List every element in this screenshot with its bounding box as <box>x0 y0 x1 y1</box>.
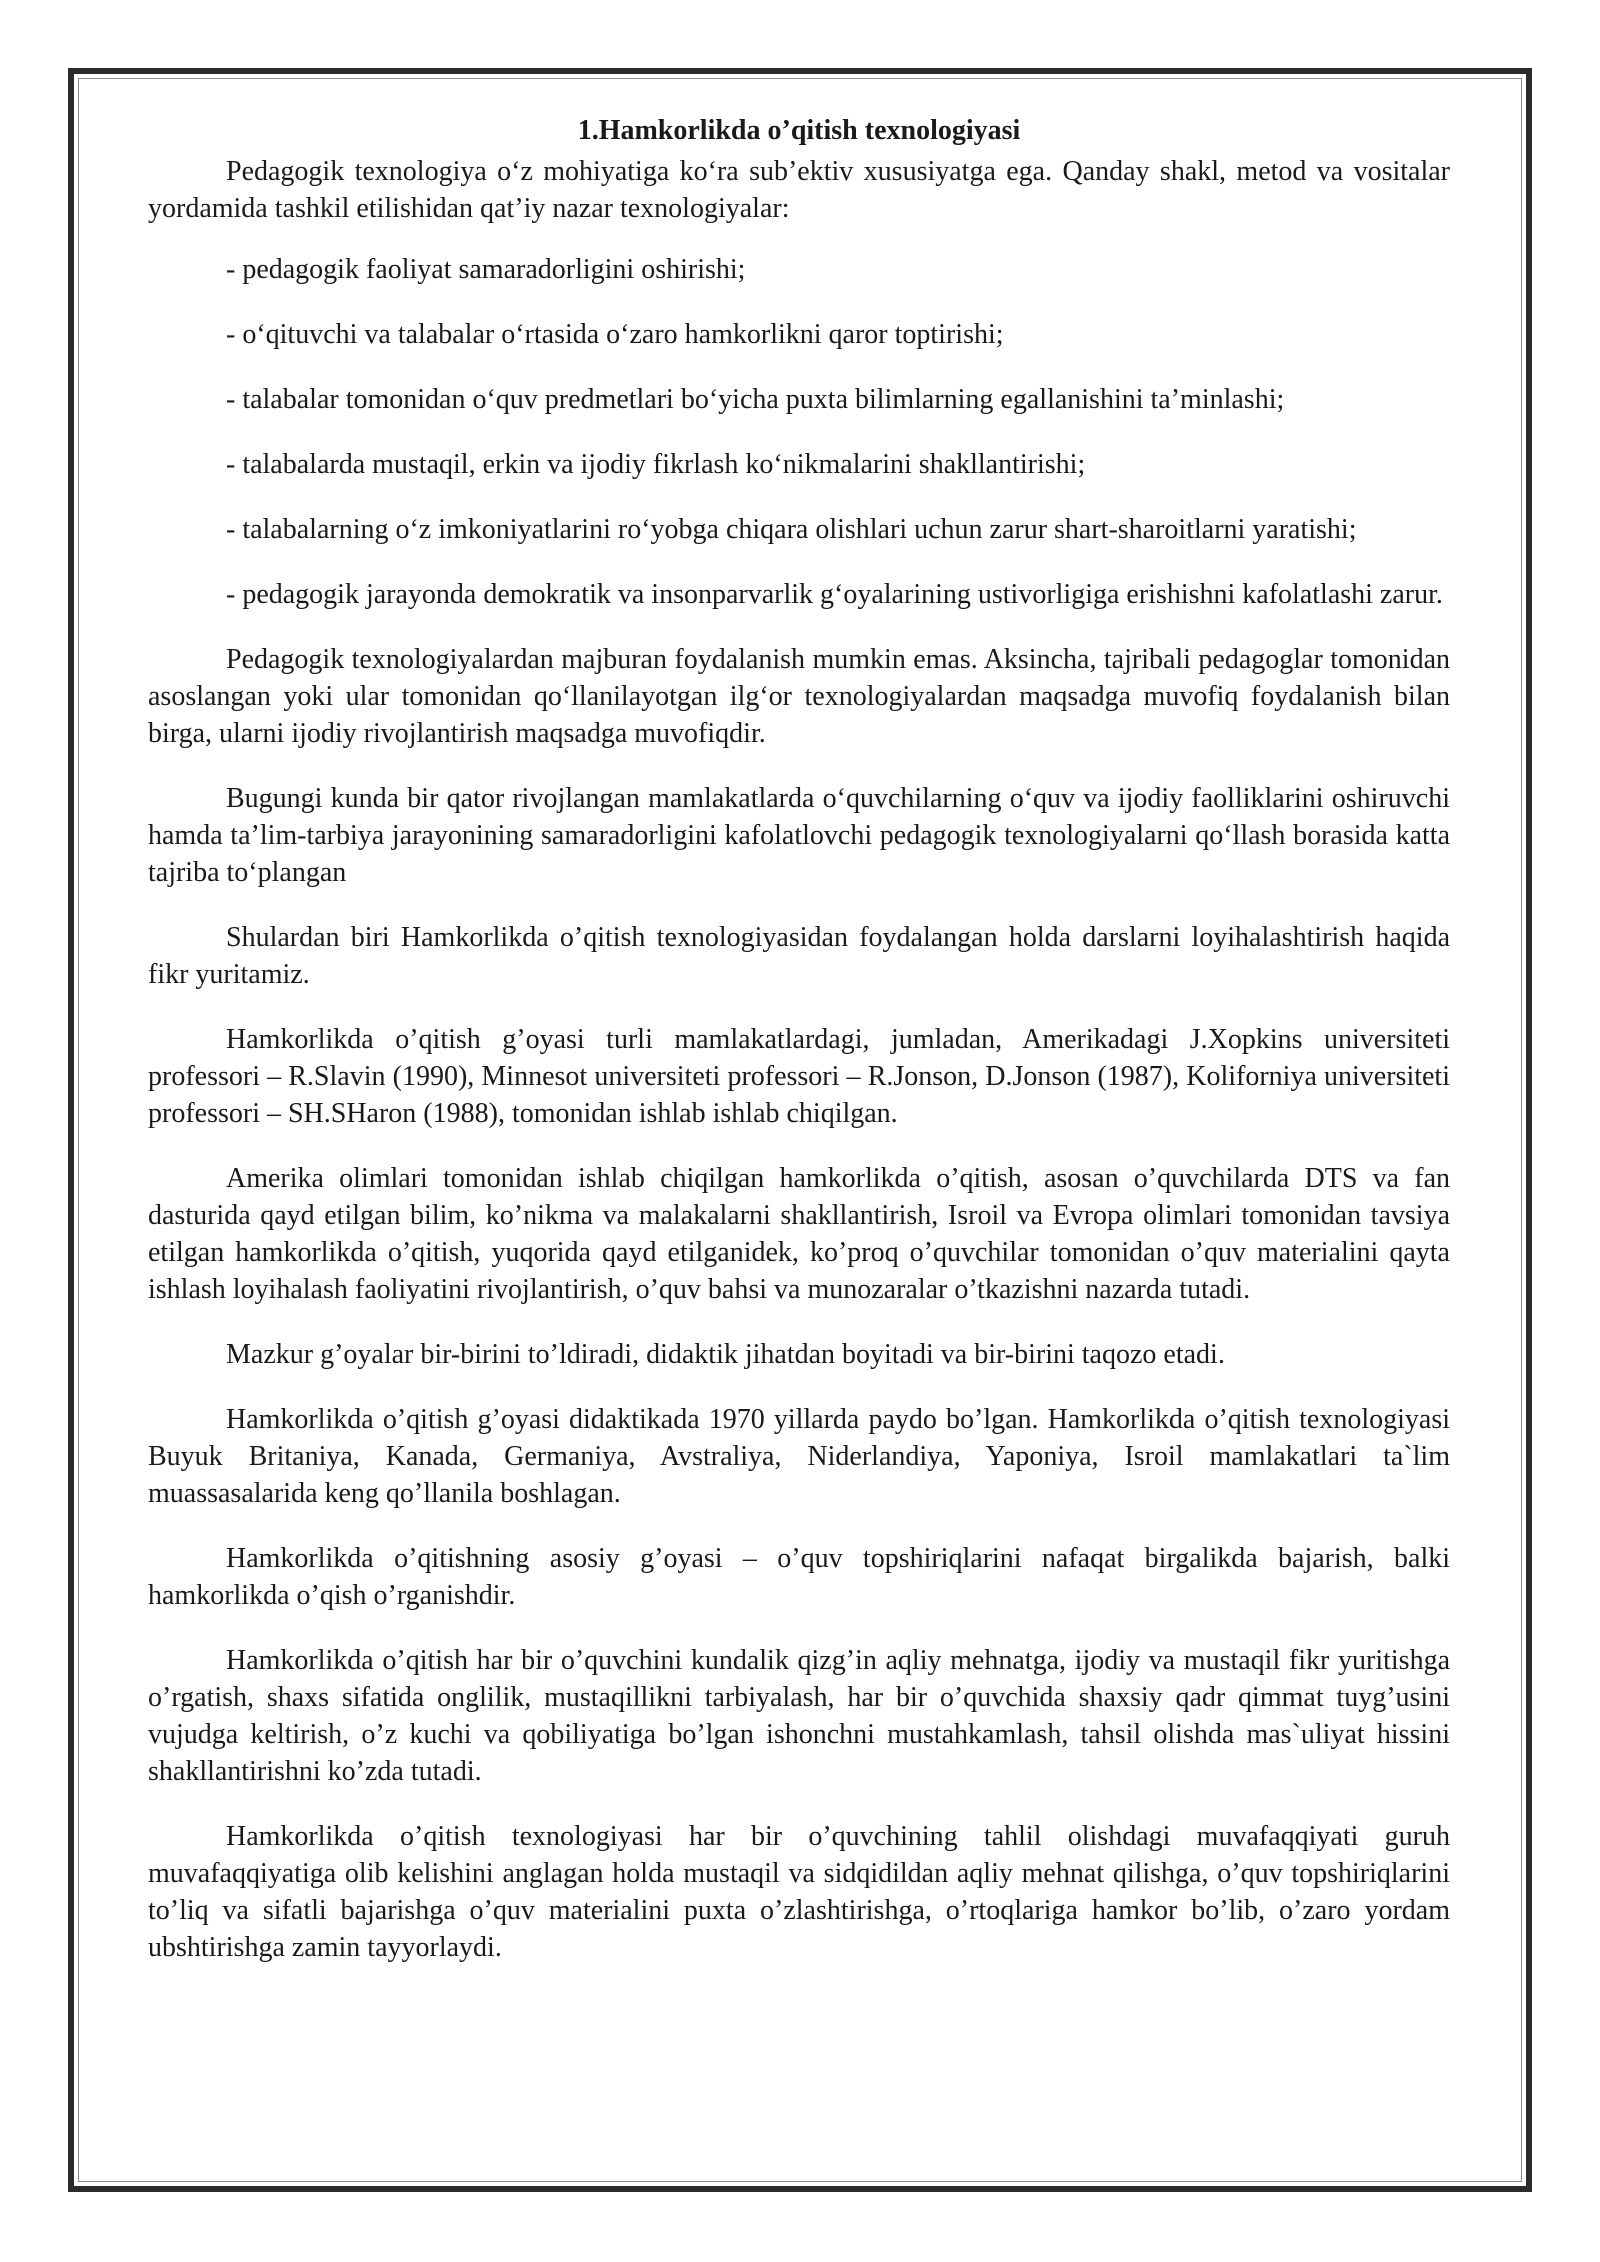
list-item: - pedagogik faoliyat samaradorligini oshirishi; <box>226 254 746 285</box>
list-item: - talabalarda mustaqil, erkin va ijodiy fikrlash koʻnikmalarini shakllantirishi; <box>226 449 1086 480</box>
list-item: - pedagogik jarayonda demokratik va insonparvarlik gʻoyalarining ustivorligiga erishishni kafolatlashi zarur. <box>226 579 1443 610</box>
paragraph: Hamkorlikda o’qitish g’oyasi didaktikada 1970 yillarda paydo bo’lgan. Hamkorlikda o’qitish texnologiyasi Buyuk Britaniya, Kanada, Germaniya, Avstraliya, Niderlandiya, Yaponiya, Isroil mamlakatlari ta`lim muassasalarida keng qo’llanila boshlagan. <box>148 1404 1450 1509</box>
list-item: - talabalarning oʻz imkoniyatlarini roʻyobga chiqara olishlari uchun zarur shart-sharoitlarni yaratishi; <box>226 514 1357 545</box>
list-item: - talabalar tomonidan oʻquv predmetlari boʻyicha puxta bilimlarning egallanishini taʼminlashi; <box>226 384 1285 415</box>
paragraph: Mazkur g’oyalar bir-birini to’ldiradi, didaktik jihatdan boyitadi va bir-birini taqozo etadi. <box>226 1339 1225 1370</box>
paragraph: Bugungi kunda bir qator rivojlangan mamlakatlarda oʻquvchilarning oʻquv va ijodiy faolliklarini oshiruvchi hamda taʼlim-tarbiya jarayonining samaradorligini kafolatlovchi pedagogik texnologiyalarni qoʻllash borasida katta tajriba toʻplangan <box>148 783 1450 888</box>
paragraph: Hamkorlikda o’qitish har bir o’quvchini kundalik qizg’in aqliy mehnatga, ijodiy va mustaqil fikr yuritishga o’rgatish, shaxs sifatida onglilik, mustaqillikni tarbiyalash, har bir o’quvchida shaxsiy qadr qimmat tuyg’usini vujudga keltirish, o’z kuchi va qobiliyatiga bo’lgan ishonchni mustahkamlash, tahsil olishda mas`uliyat hissini shakllantirishni ko’zda tutadi. <box>148 1645 1450 1787</box>
paragraph: Shulardan biri Hamkorlikda o’qitish texnologiyasidan foydalangan holda darslarni loyihalashtirish haqida fikr yuritamiz. <box>148 922 1450 990</box>
list-item: - oʻqituvchi va talabalar oʻrtasida oʻzaro hamkorlikni qaror toptirishi; <box>226 319 1004 350</box>
paragraph: Hamkorlikda o’qitish g’oyasi turli mamlakatlardagi, jumladan, Amerikadagi J.Xopkins universiteti professori – R.Slavin (1990), Minnesot universiteti professori – R.Jonson, D.Jonson (1987), Koliforniya universiteti professori – SH.SHaron (1988), tomonidan ishlab ishlab chiqilgan. <box>148 1024 1450 1129</box>
paragraph: Hamkorlikda o’qitishning asosiy g’oyasi – o’quv topshiriqlarini nafaqat birgalikda bajarish, balki hamkorlikda o’qish o’rganishdir. <box>148 1543 1450 1611</box>
paragraph: Amerika olimlari tomonidan ishlab chiqilgan hamkorlikda o’qitish, asosan o’quvchilarda DTS va fan dasturida qayd etilgan bilim, ko’nikma va malakalarni shakllantirish, Isroil va Evropa olimlari tomonidan tavsiya etilgan hamkorlikda o’qitish, yuqorida qayd etilganidek, ko’proq o’quvchilar tomonidan o’quv materialini qayta ishlash loyihalash faoliyatini rivojlantirish, o’quv bahsi va munozaralar o’tkazishni nazarda tutadi. <box>148 1163 1450 1305</box>
paragraph: Hamkorlikda o’qitish texnologiyasi har bir o’quvchining tahlil olishdagi muvafaqqiyati guruh muvafaqqiyatiga olib kelishini anglagan holda mustaqil va sidqidildan aqliy mehnat qilishga, o’quv topshiriqlarini to’liq va sifatli bajarishga o’quv materialini puxta o’zlashtirishga, o’rtoqlariga hamkor bo’lib, o’zaro yordam ubshtirishga zamin tayyorlaydi. <box>148 1821 1450 1963</box>
intro-paragraph: Pedagogik texnologiya oʻz mohiyatiga koʻra subʼektiv xususiyatga ega. Qanday shakl, metod va vositalar yordamida tashkil etilishidan qatʼiy nazar texnologiyalar: <box>148 156 1450 224</box>
paragraph: Pedagogik texnologiyalardan majburan foydalanish mumkin emas. Aksincha, tajribali pedagoglar tomonidan asoslangan yoki ular tomonidan qoʻllanilayotgan ilgʻor texnologiyalardan maqsadga muvofiq foydalanish bilan birga, ularni ijodiy rivojlantirish maqsadga muvofiqdir. <box>148 644 1450 749</box>
document-body <box>148 112 1450 1994</box>
document-title: 1.Hamkorlikda o’qitish texnologiyasi <box>577 115 1021 146</box>
